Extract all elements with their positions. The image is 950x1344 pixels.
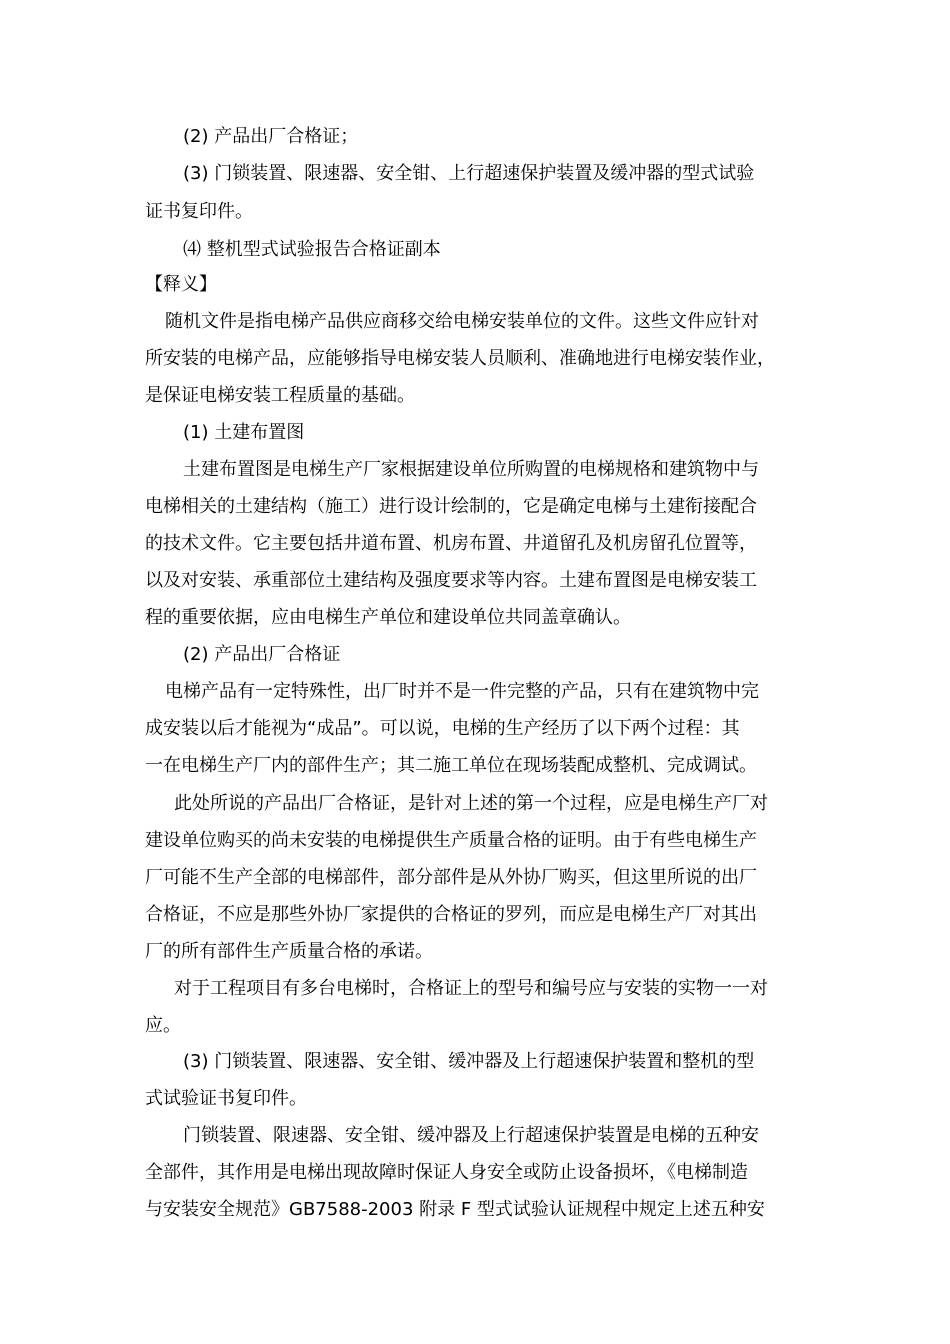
section-1-paragraph-line-2: 电梯相关的土建结构（施工）进行设计绘制的，它是确定电梯与土建衔接配合 [145, 496, 757, 517]
certificate-paragraph-line-3: 厂可能不生产全部的电梯部件，部分部件是从外协厂购买，但这里所说的出厂 [145, 867, 757, 888]
section-1-paragraph-line-1: 土建布置图是电梯生产厂家根据建设单位所购置的电梯规格和建筑物中与 [183, 459, 759, 480]
safety-parts-paragraph-line-3: 与安装安全规范》GB7588-2003 附录 F 型式试验认证规程中规定上述五种安 [145, 1199, 765, 1220]
section-1-paragraph-line-4: 以及对安装、承重部位土建结构及强度要求等内容。土建布置图是电梯安装工 [145, 570, 757, 591]
certificate-paragraph-line-4: 合格证，不应是那些外协厂家提供的合格证的罗列，而应是电梯生产厂对其出 [145, 904, 757, 925]
multi-elevator-paragraph-line-1: 对于工程项目有多台电梯时，合格证上的型号和编号应与安装的实物一一对 [174, 978, 768, 999]
section-1-paragraph-line-5: 程的重要依据，应由电梯生产单位和建设单位共同盖章确认。 [145, 607, 631, 628]
item-2-certificate-line: (2) 产品出厂合格证； [183, 126, 359, 147]
intro-paragraph-line-3: 是保证电梯安装工程质量的基础。 [145, 385, 415, 406]
certificate-paragraph-line-1: 此处所说的产品出厂合格证，是针对上述的第一个过程，应是电梯生产厂对 [174, 793, 768, 814]
interpretation-heading: 【释义】 [145, 274, 217, 295]
section-2-paragraph-line-2: 成安装以后才能视为“成品”。可以说，电梯的生产经历了以下两个过程：其 [145, 718, 740, 739]
certificate-paragraph-line-5: 厂的所有部件生产质量合格的承诺。 [145, 941, 433, 962]
multi-elevator-paragraph-line-2: 应。 [145, 1015, 181, 1036]
safety-parts-paragraph-line-1: 门锁装置、限速器、安全钳、缓冲器及上行超速保护装置是电梯的五种安 [183, 1125, 759, 1146]
certificate-paragraph-line-2: 建设单位购买的尚未安装的电梯提供生产质量合格的证明。由于有些电梯生产 [145, 830, 757, 851]
intro-paragraph-line-1: 随机文件是指电梯产品供应商移交给电梯安装单位的文件。这些文件应针对 [165, 311, 759, 332]
section-2-paragraph-line-1: 电梯产品有一定特殊性，出厂时并不是一件完整的产品，只有在建筑物中完 [165, 681, 759, 702]
section-1-paragraph-line-3: 的技术文件。它主要包括井道布置、机房布置、井道留孔及机房留孔位置等， [145, 533, 757, 554]
item-3-type-test-line-2: 证书复印件。 [145, 201, 253, 222]
section-2-heading: (2) 产品出厂合格证 [183, 644, 341, 665]
section-3-heading-line-2: 式试验证书复印件。 [145, 1088, 307, 1109]
intro-paragraph-line-2: 所安装的电梯产品，应能够指导电梯安装人员顺利、准确地进行电梯安装作业， [145, 348, 775, 369]
section-2-paragraph-line-3: 一在电梯生产厂内的部件生产；其二施工单位在现场装配成整机、完成调试。 [145, 755, 757, 776]
safety-parts-paragraph-line-2: 全部件，其作用是电梯出现故障时保证人身安全或防止设备损坏，《电梯制造 [145, 1162, 748, 1183]
item-4-report-line: ⑷ 整机型式试验报告合格证副本 [183, 239, 441, 260]
section-1-heading: (1) 土建布置图 [183, 422, 305, 443]
section-3-heading-line-1: (3) 门锁装置、限速器、安全钳、缓冲器及上行超速保护装置和整机的型 [183, 1051, 755, 1072]
item-3-type-test-line-1: (3) 门锁装置、限速器、安全钳、上行超速保护装置及缓冲器的型式试验 [183, 163, 755, 184]
